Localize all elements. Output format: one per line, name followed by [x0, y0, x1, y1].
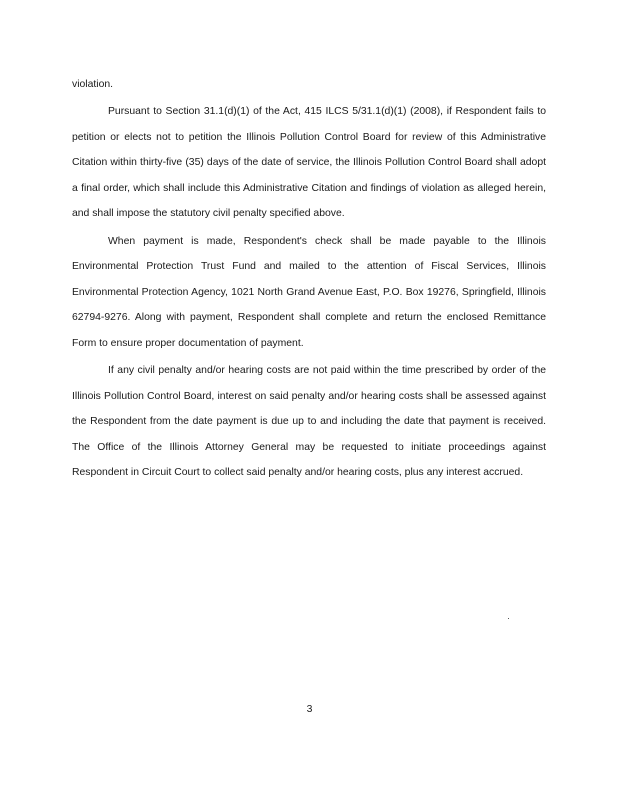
paragraph-interest-penalty: If any civil penalty and/or hearing costs are not paid within the time prescribed by order of the Illinois Pollution Control Board, interest on said penalty and/or hearing costs shall be assessed against the Respondent from the date payment is due up to and including the date that payment is received. The Office of the Illinois Attorney General may be requested to initiate proceedings against Respondent in Circuit Court to collect said penalty and/or hearing costs, plus any interest accrued.	[72, 365, 546, 479]
document-body	[72, 72, 546, 486]
paragraph-violation-continuation: violation.	[72, 79, 114, 90]
paragraph-payment-instructions: When payment is made, Respondent's check shall be made payable to the Illinois Environmental Protection Trust Fund and mailed to the attention of Fiscal Services, Illinois Environmental Protection Agency, 1021 North Grand Avenue East, P.O. Box 19276, Springfield, Illinois 62794-9276. Along with payment, Respondent shall complete and return the enclosed Remittance Form to ensure proper documentation of payment.	[72, 235, 546, 349]
page-number: 3	[306, 704, 313, 715]
scan-speck	[508, 618, 509, 619]
paragraph-petition-deadline: Pursuant to Section 31.1(d)(1) of the Act, 415 ILCS 5/31.1(d)(1) (2008), if Respondent fails to petition or elects not to petition the Illinois Pollution Control Board for review of this Administrative Citation within thirty-five (35) days of the date of service, the Illinois Pollution Control Board shall adopt a final order, which shall include this Administrative Citation and findings of violation as alleged herein, and shall impose the statutory civil penalty specified above.	[72, 106, 546, 220]
